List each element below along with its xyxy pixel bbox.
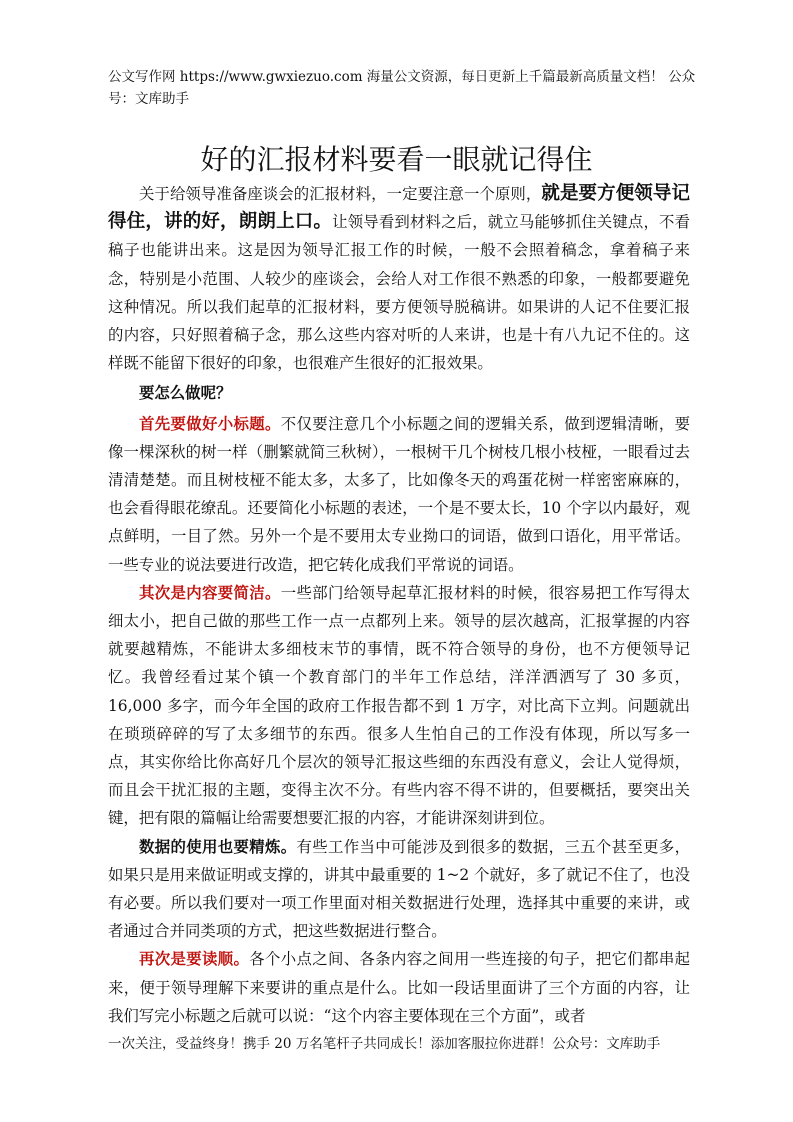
paragraph-text: 不仅要注意几个小标题之间的逻辑关系，做到逻辑清晰，要像一棵深秋的树一样（删繁就简三秋树），一根树干几个树枝几根小枝桠，一眼看过去清清楚楚。而且树枝桠不能太多，太多了，比如像冬天的鸡蛋花树一样密密麻麻的，也会看得眼花缭乱。还要简化小标题的表述，一个是不要太长，10 个字以内最好，观点鲜明，一目了然。另外一个是不要用太专业拗口的词语，做到口语化，用平常话。一些专业的说法要进行改造，把它转化成我们平常说的词语。 (108, 414, 690, 574)
section-lead: 再次是要读顺。 (139, 950, 250, 969)
emphasis-text: 就是要方便领导记得住，讲的好，朗朗上口。 (108, 183, 690, 233)
paragraph-intro (108, 180, 690, 377)
paragraph-concise (108, 579, 690, 833)
section-lead: 其次是内容要简洁。 (139, 583, 281, 602)
question-heading: 要怎么做呢？ (139, 384, 232, 403)
document-title: 好的汇报材料要看一眼就记得住 (200, 143, 593, 176)
page-header (108, 66, 698, 110)
section-lead: 首先要做好小标题。 (139, 414, 281, 433)
page-footer (108, 1033, 698, 1055)
document-body (108, 180, 690, 1030)
paragraph-text: 让领导看到材料之后，就立马能够抓住关键点，不看稿子也能讲出来。这是因为领导汇报工作的时候，一般不会照着稿念，拿着稿子来念，特别是小范围、人较少的座谈会，会给人对工作很不熟悉的印象，一般都要避免这种情况。所以我们起草的汇报材料，要方便领导脱稿讲。如果讲的人记不住要汇报的内容，只好照着稿子念，那么这些内容对听的人来讲，也是十有八九记不住的。这样既不能留下很好的印象，也很难产生很好的汇报效果。 (108, 213, 690, 373)
header-text: 公文写作网 https://www.gwxiezuo.com 海量公文资源，每日更新上千篇最新高质量文档！ 公众号：文库助手 (108, 69, 696, 107)
paragraph-text: 各个小点之间、各条内容之间用一些连接的句子，把它们都串起来，便于领导理解下来要讲的重点是什么。比如一段话里面讲了三个方面的内容，让我们写完小标题之后就可以说：“这个内容主要体现在三个方面”，或者 (108, 950, 690, 1025)
paragraph-data (108, 833, 690, 946)
paragraph-fluent (108, 945, 690, 1030)
paragraph-text: 有些工作当中可能涉及到很多的数据，三五个甚至更多，如果只是用来做证明或支撑的，讲其中最重要的 1~2 个就好，多了就记不住了，也没有必要。所以我们要对一项工作里面对相关数据进行处理，选择其中重要的来讲，或者通过合并同类项的方式，把这些数据进行整合。 (108, 837, 690, 941)
paragraph-text: 关于给领导准备座谈会的汇报材料，一定要注意一个原则， (139, 185, 542, 203)
paragraph-text: 一些部门给领导起草汇报材料的时候，很容易把工作写得太细太小，把自己做的那些工作一点一点都列上来。领导的层次越高，汇报掌握的内容就要越精炼，不能讲太多细枝末节的事情，既不符合领导的身份，也不方便领导记忆。我曾经看过某个镇一个教育部门的半年工作总结，洋洋洒洒写了 30 多页，16,000 多字，而今年全国的政府工作报告都不到 1 万字，对比高下立判。问题就出在琐琐碎碎的写了太多细节的东西。很多人生怕自己的工作没有体现，所以写多一点，其实你给比你高好几个层次的领导汇报这些细的东西没有意义，会让人觉得烦，而且会干扰汇报的主题，变得主次不分。有些内容不得不讲的，但要概括，要突出关键，把有限的篇幅让给需要想要汇报的内容，才能讲深刻讲到位。 (108, 583, 690, 828)
paragraph-subtitles (108, 410, 690, 579)
section-lead: 数据的使用也要精炼。 (139, 837, 297, 856)
footer-text: 一次关注，受益终身！携手 20 万名笔杆子共同成长！添加客服拉你进群！公众号：文库助手 (108, 1036, 661, 1052)
